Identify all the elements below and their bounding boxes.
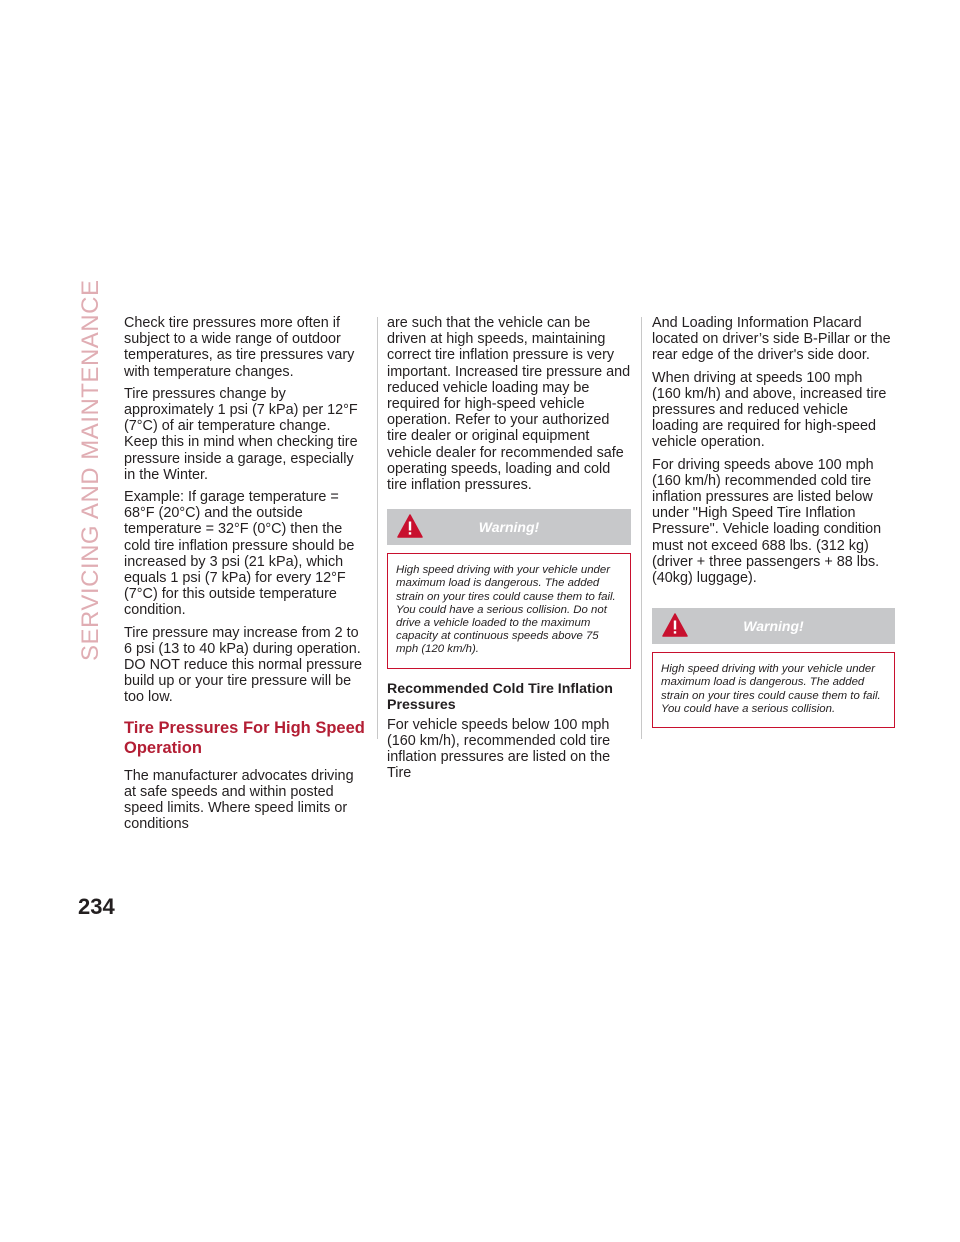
paragraph: Check tire pressures more often if subject to a wide range of outdoor temperatures, as tire pressures vary with temperature changes.: [124, 315, 355, 380]
warning-block: [652, 608, 895, 728]
paragraph: Example: If garage temperature = 68°F (20°C) and the outside temperature = 32°F (0°C) then the cold tire inflation pressure should be increased by 3 psi (21 kPa), which equals 1 psi (7 kPa) for every 12°F (7°C) for this outside temperature condition.: [124, 489, 355, 619]
column-divider: [377, 317, 378, 739]
paragraph: The manufacturer advocates driving at safe speeds and within posted speed limits. Where speed limits or conditions: [124, 767, 354, 833]
subheading: Recommended Cold Tire Inflation Pressures: [387, 680, 613, 713]
paragraph: For driving speeds above 100 mph (160 km/h) recommended cold tire inflation pressures are listed below under "High Speed Tire Inflation Pressure". Vehicle loading condition must not exceed 688 lbs. (312 kg) (driver + three passengers + 88 lbs. (40kg) luggage).: [652, 456, 882, 587]
column-divider: [641, 317, 642, 739]
section-side-title: SERVICING AND MAINTENANCE: [77, 279, 104, 661]
warning-text: High speed driving with your vehicle under maximum load is dangerous. The added strain on your tires could cause them to fail. You could have a serious collision. Do not drive a vehicle loaded to the maximum capacity at continuous speeds above 75 mph (120 km/h).: [387, 553, 631, 668]
warning-title: Warning!: [478, 519, 540, 536]
paragraph: Tire pressure may increase from 2 to 6 psi (13 to 40 kPa) during operation. DO NOT reduce this normal pressure build up or your tire pressure will be too low.: [124, 624, 363, 706]
warning-header: [387, 509, 631, 545]
paragraph: are such that the vehicle can be driven at high speeds, maintaining correct tire inflation pressure is very important. Increased tire pressure and reduced vehicle loading may be required for high-speed vehicle operation. Refer to your authorized tire dealer or original equipment vehicle dealer for recommended safe operating speeds, loading and cold tire inflation pressures.: [387, 315, 631, 494]
warning-block: [387, 509, 631, 668]
paragraph: For vehicle speeds below 100 mph (160 km/h), recommended cold tire inflation pressures are listed on the Tire: [387, 716, 611, 782]
paragraph: And Loading Information Placard located on driver’s side B-Pillar or the rear edge of the driver's side door.: [652, 315, 891, 364]
page-number: 234: [78, 894, 115, 919]
column-3: [652, 315, 895, 740]
warning-header: [652, 608, 895, 644]
section-heading: Tire Pressures For High Speed Operation: [124, 718, 365, 757]
warning-triangle-icon: [662, 613, 688, 637]
column-1: [124, 315, 368, 838]
column-2: [387, 315, 631, 787]
warning-triangle-icon: [397, 514, 423, 538]
paragraph: When driving at speeds 100 mph (160 km/h) and above, increased tire pressures and reduced vehicle loading are required for high-speed vehicle operation.: [652, 369, 887, 451]
paragraph: Tire pressures change by approximately 1 psi (7 kPa) per 12°F (7°C) of air temperature change. Keep this in mind when checking tire pressure inside a garage, especially in the Winter.: [124, 385, 358, 483]
warning-title: Warning!: [743, 618, 804, 635]
warning-text: High speed driving with your vehicle under maximum load is dangerous. The added strain on your tires could cause them to fail. You could have a serious collision.: [652, 652, 895, 728]
